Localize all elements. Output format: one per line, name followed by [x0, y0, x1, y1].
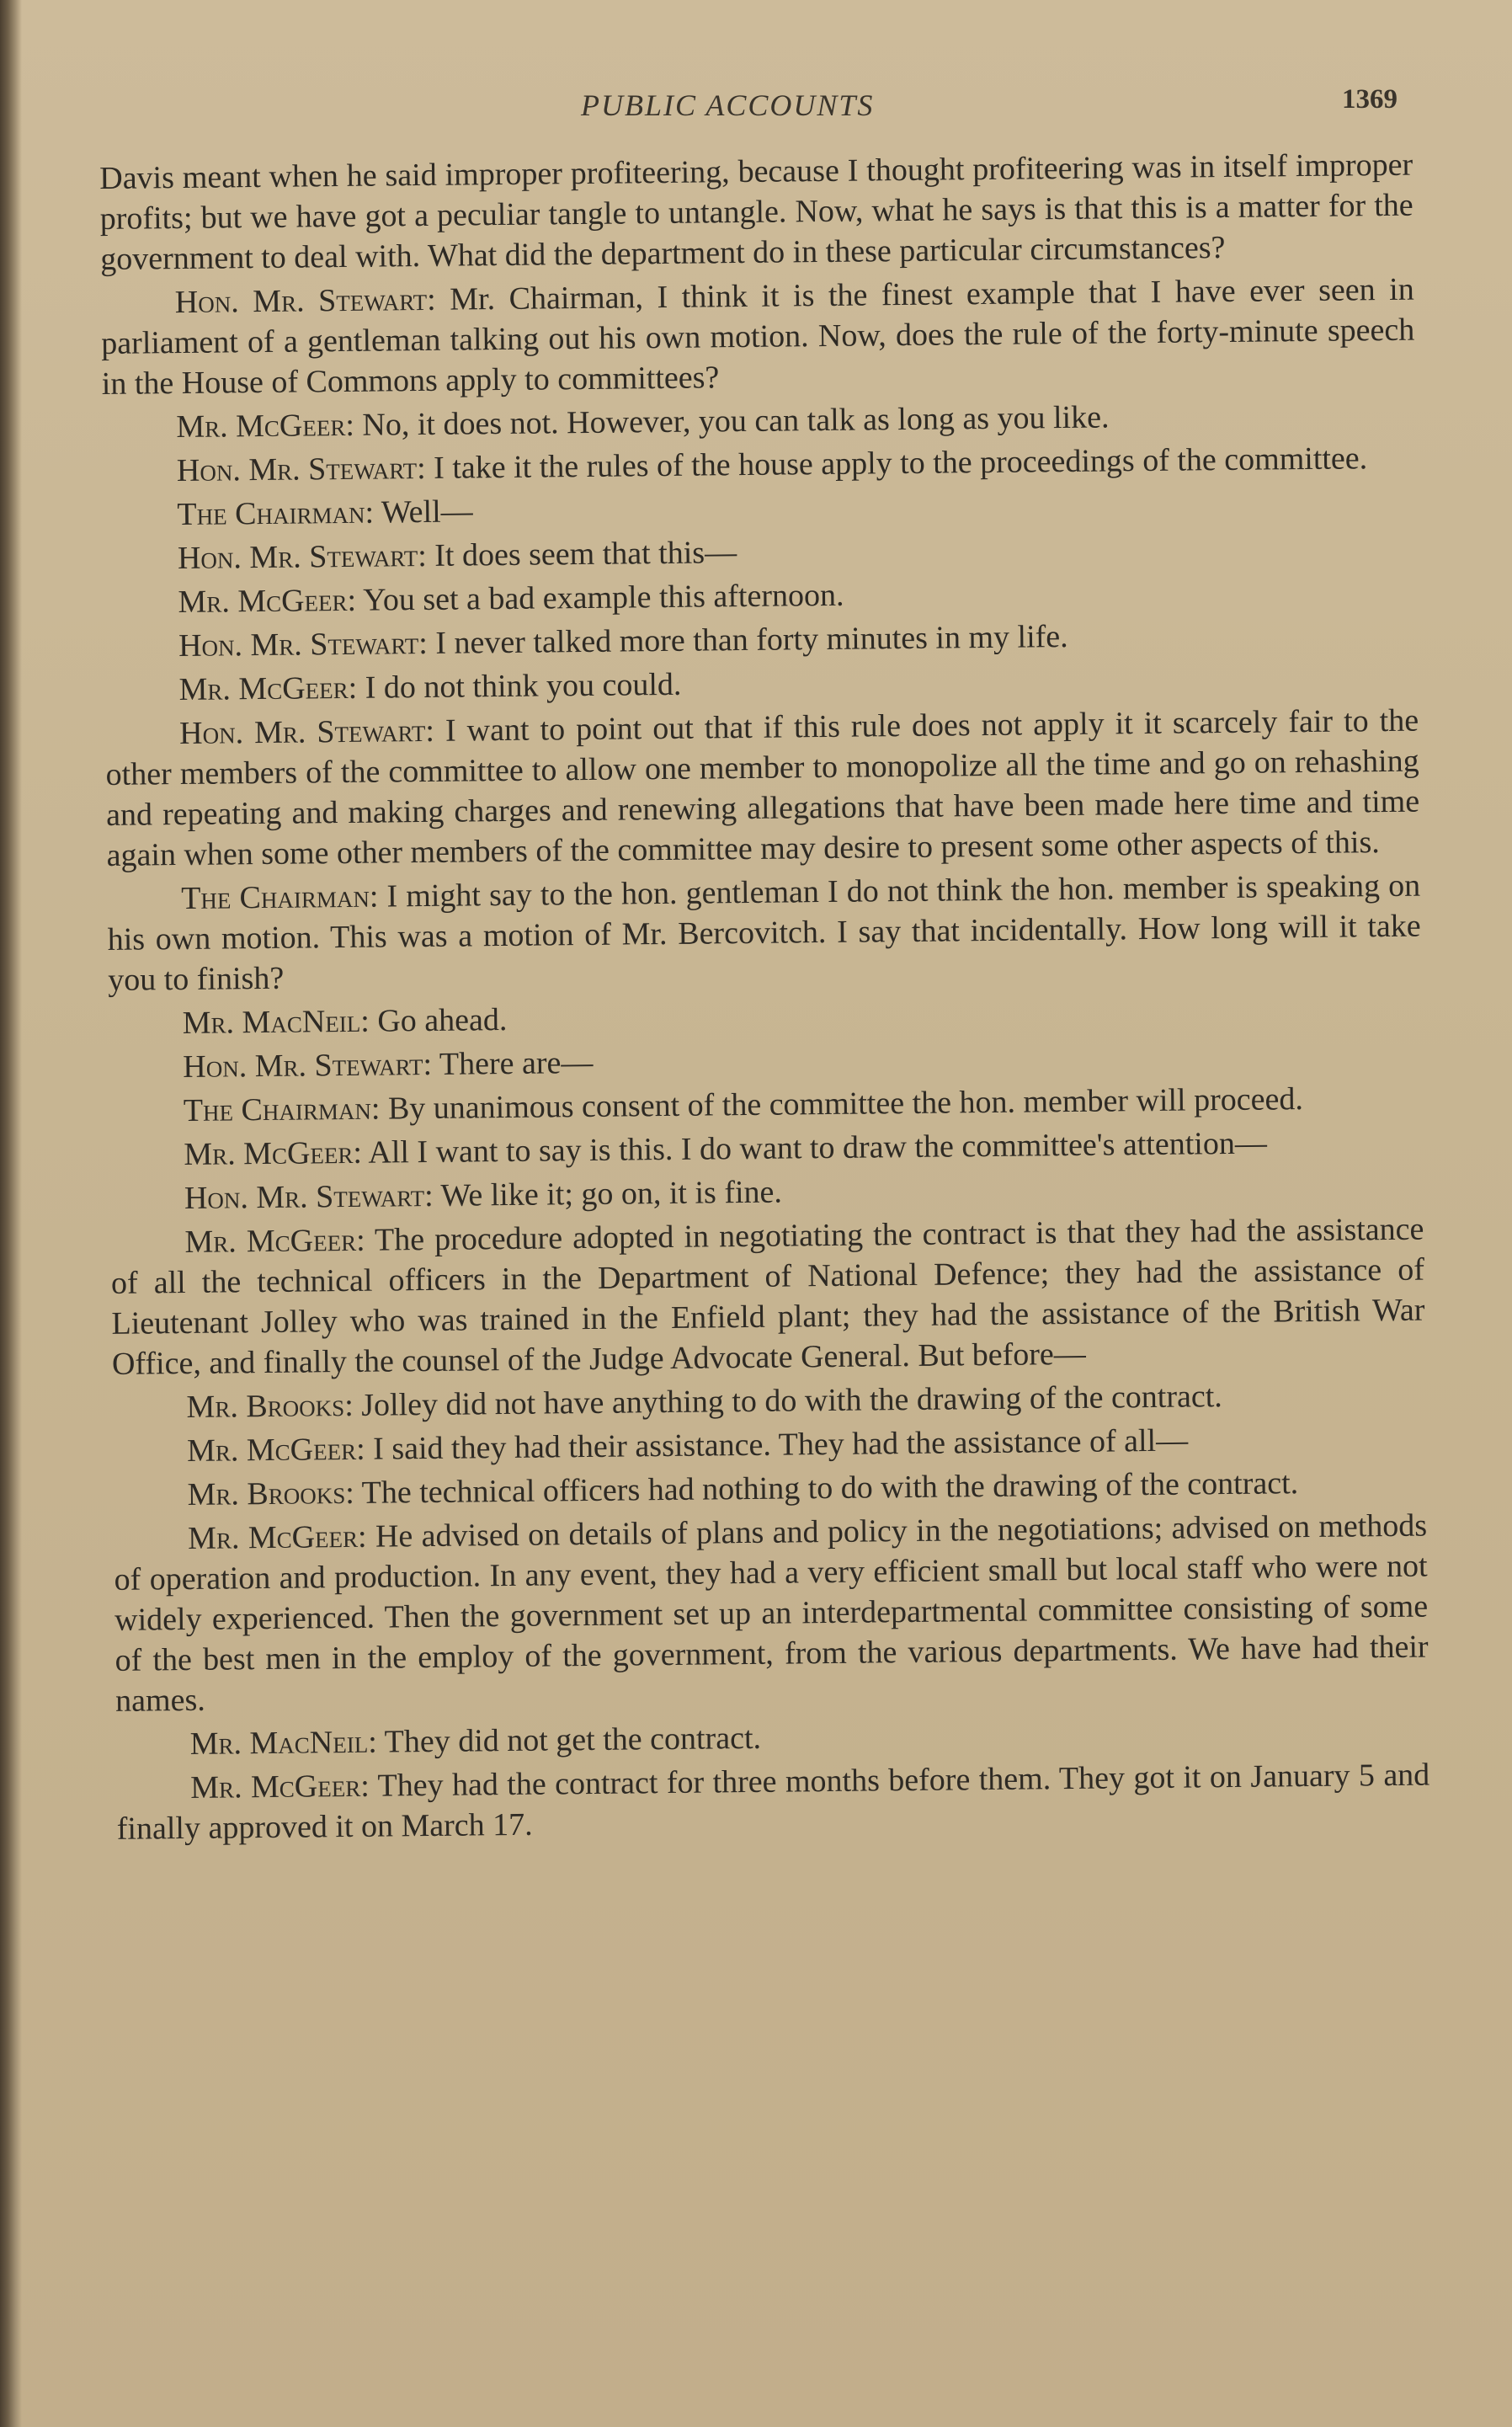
paragraph — [116, 1755, 1430, 1849]
paragraph-text: Davis meant when he said improper profiteering, because I thought profiteering was in itself improper profits; but we have got a peculiar tangle to untangle. Now, what he says is that this is a matter for the government to deal with. What did the department do in these particular circumstances? — [99, 147, 1414, 277]
paragraph-text: They did not get the contract. — [384, 1720, 762, 1760]
speaker-name: Mr. Brooks: — [186, 1387, 354, 1425]
paragraph-text: We like it; go on, it is fine. — [440, 1174, 783, 1214]
paragraph-text: No, it does not. However, you can talk as long as you like. — [362, 399, 1110, 443]
paragraph-text: He advised on details of plans and policy in the negotiations; advised on methods of operation and production. In any event, they had a very efficient small but local staff who were not widely experienced. Then the government set up an interdepartmental committee consisting of some of the best men in the employ of the government, from the various departments. We have had their names. — [114, 1507, 1429, 1719]
paragraph-text: The technical officers had nothing to do with the drawing of the contract. — [361, 1465, 1299, 1511]
paragraph — [99, 145, 1414, 280]
paragraph-text: I never talked more than forty minutes in my life. — [435, 618, 1068, 661]
paragraph-text: You set a bad example this afternoon. — [362, 577, 844, 618]
paragraph — [101, 269, 1415, 404]
speaker-name: Hon. Mr. Stewart: — [177, 537, 427, 577]
speaker-name: Mr. McGeer: — [176, 407, 355, 445]
paragraph-text: It does seem that this— — [434, 535, 737, 573]
speaker-name: Mr. McGeer: — [178, 669, 358, 708]
paragraph-text: I said they had their assistance. They had the assistance of all— — [372, 1422, 1189, 1467]
speaker-name: Mr. McGeer: — [184, 1134, 363, 1173]
paragraph — [107, 866, 1421, 1000]
paragraph-text: Jolley did not have anything to do with the drawing of the contract. — [361, 1379, 1223, 1423]
paragraph-text: I want to point out that if this rule does not apply it it scarcely fair to the other members of the committee to allow one member to monopolize all the time and go on rehashing and repeating and making charges and renewing allegations that have been made here time and time again when some other members of the committee may desire to present some other aspects of this. — [105, 702, 1420, 873]
speaker-name: Hon. Mr. Stewart: — [178, 625, 429, 664]
speaker-name: Mr. MacNeil: — [189, 1724, 378, 1762]
paragraph — [114, 1506, 1429, 1721]
speaker-name: Hon. Mr. Stewart: — [184, 1177, 434, 1217]
speaker-name: Mr. McGeer: — [178, 582, 357, 621]
paragraph-text: Well— — [381, 493, 473, 531]
running-head — [0, 84, 1512, 130]
page-number: 1369 — [1342, 84, 1398, 115]
binding-edge — [0, 0, 22, 2427]
paragraph-text: Mr. Chairman, I think it is the finest example that I have ever seen in parliament of a gentleman talking out his own motion. Now, does the rule of the forty-minute speech in the House of Commons apply to committees? — [101, 271, 1415, 402]
paragraph-text: By unanimous consent of the committee the hon. member will proceed. — [387, 1081, 1304, 1127]
paragraph-text: I take it the rules of the house apply to the proceedings of the committee. — [433, 440, 1368, 486]
paragraph — [110, 1209, 1425, 1384]
speaker-name: Mr. McGeer: — [184, 1222, 365, 1261]
speaker-name: Mr. McGeer: — [186, 1431, 365, 1469]
speaker-name: The Chairman: — [183, 1091, 381, 1129]
paragraph-text: There are— — [439, 1044, 594, 1082]
paragraph-text: They had the contract for three months before them. They got it on January 5 and finally approved it on March 17. — [116, 1757, 1430, 1847]
speaker-name: The Chairman: — [180, 878, 379, 917]
speaker-name: Mr. McGeer: — [187, 1518, 367, 1556]
paragraph-text: Go ahead. — [377, 1001, 508, 1039]
speaker-name: Mr. Brooks: — [187, 1475, 355, 1512]
running-title: PUBLIC ACCOUNTS — [581, 88, 875, 122]
paragraph-text: All I want to say is this. I do want to draw the committee's attention— — [368, 1125, 1268, 1171]
speaker-name: The Chairman: — [177, 494, 375, 533]
text-body — [99, 145, 1430, 1853]
paragraph-text: The procedure adopted in negotiating the contract is that they had the assistance of all the technical officers in the Department of National Defence; they had the assistance of Lieutenant Jolley who was trained in the Enfield plant; they had the assistance of the British War Office, and finally the counsel of the Judge Advocate General. But before— — [110, 1211, 1425, 1382]
speaker-name: Hon. Mr. Stewart: — [183, 1046, 433, 1085]
speaker-name: Hon. Mr. Stewart: — [176, 450, 426, 489]
paragraph-text: I might say to the hon. gentleman I do not think the hon. member is speaking on his own motion. This was a motion of Mr. Bercovitch. I say that incidentally. How long will it take you to finish? — [107, 867, 1421, 998]
paragraph-text: I do not think you could. — [365, 666, 682, 706]
speaker-name: Mr. MacNeil: — [182, 1003, 370, 1042]
speaker-name: Mr. McGeer: — [190, 1768, 370, 1806]
speaker-name: Hon. Mr. Stewart: — [178, 712, 435, 752]
speaker-name: Hon. Mr. Stewart: — [174, 281, 436, 321]
paragraph — [105, 701, 1420, 876]
